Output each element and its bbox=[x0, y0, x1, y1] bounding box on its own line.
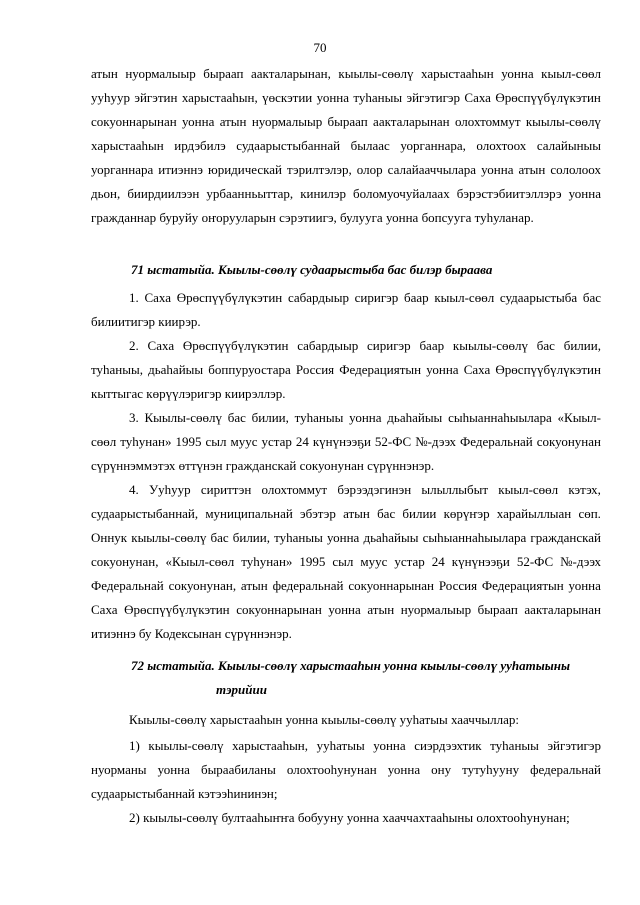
word: сокуонунан bbox=[299, 458, 364, 473]
word: олохтоммут bbox=[261, 482, 328, 497]
text-line bbox=[91, 526, 601, 550]
text-line bbox=[91, 598, 601, 622]
article-71-heading: 71 ыстатыйа. Кыылы-сөөлү судаарыстыба бас билэр быраава bbox=[131, 262, 493, 277]
word: муниципальнай bbox=[205, 506, 293, 521]
word: хааччыллар: bbox=[450, 712, 519, 727]
word: салайыныы bbox=[536, 138, 601, 153]
word: кыыл-сөөл bbox=[541, 66, 601, 81]
word: өттүнэн bbox=[178, 458, 223, 473]
word: биирдиилээн bbox=[127, 186, 200, 201]
word: күнүнээҕи bbox=[312, 434, 371, 449]
text-line bbox=[91, 110, 601, 134]
word: харайыллыан bbox=[496, 506, 572, 521]
word: судаарыстыба bbox=[499, 290, 578, 305]
text-line bbox=[91, 158, 601, 182]
word: сокуонунан bbox=[536, 434, 601, 449]
word: туһаныы bbox=[294, 410, 344, 425]
word: атын bbox=[343, 506, 370, 521]
word: урбаанньыттар, bbox=[206, 186, 294, 201]
word: сиригэр bbox=[367, 338, 411, 353]
word: кыылы-сөөлү bbox=[525, 114, 601, 129]
word: сыл bbox=[205, 434, 227, 449]
word: бэрээдэгинэн bbox=[337, 482, 412, 497]
word: итиэннэ bbox=[91, 626, 136, 641]
word: уонна bbox=[481, 162, 514, 177]
word: Ууһуур bbox=[148, 482, 191, 497]
word: бас bbox=[210, 530, 229, 545]
word: боппуруостара bbox=[208, 362, 291, 377]
word: баар bbox=[419, 338, 445, 353]
word: олор bbox=[356, 162, 383, 177]
text-line bbox=[91, 134, 601, 158]
word: 2. bbox=[129, 338, 139, 353]
word: уонна bbox=[157, 762, 190, 777]
word: тэрилтэлэр, bbox=[287, 162, 352, 177]
word: олохтооһунунан bbox=[286, 762, 377, 777]
word: Кыылы-сөөлү bbox=[129, 712, 207, 727]
word: юридическай bbox=[208, 162, 282, 177]
word: ууһатыы bbox=[316, 738, 365, 753]
page-number: 70 bbox=[313, 40, 327, 55]
word: Россия bbox=[295, 362, 335, 377]
word: быраап bbox=[477, 602, 518, 617]
word: хааччахтааһыны bbox=[382, 810, 474, 825]
word: 24 bbox=[431, 554, 445, 569]
word: туһуланар. bbox=[474, 210, 534, 225]
word: кыылы-сөөлү bbox=[131, 530, 207, 545]
word: кыыл-сөөл bbox=[498, 482, 559, 497]
word: сыл bbox=[332, 554, 354, 569]
word: бултааһыҥҥа bbox=[221, 810, 295, 825]
word: Федерациятын bbox=[481, 578, 564, 593]
article-71-paragraph-3 bbox=[91, 406, 601, 478]
word: сыһыаннаһыылара bbox=[448, 410, 552, 425]
word: быраап bbox=[203, 66, 244, 81]
text-line bbox=[91, 550, 601, 574]
word: гражданскай bbox=[530, 530, 601, 545]
word: Россия bbox=[438, 578, 478, 593]
word: уонна bbox=[328, 602, 361, 617]
word: уонна bbox=[326, 530, 360, 545]
article-71-paragraph-2 bbox=[91, 334, 601, 406]
article-72-heading: 72 ыстатыйа. Кыылы-сөөлү харыстааһын уонна кыылы-сөөлү ууһатыыны bbox=[131, 658, 570, 673]
word: Саха bbox=[463, 362, 491, 377]
word: харыстааһын, bbox=[232, 738, 309, 753]
word: уонна bbox=[568, 186, 601, 201]
word: кэтээһининэн; bbox=[198, 786, 278, 801]
word: атын bbox=[219, 114, 247, 129]
text-line bbox=[91, 574, 601, 598]
word: федеральнай bbox=[530, 762, 601, 777]
word: уонна bbox=[316, 90, 350, 105]
text-line bbox=[91, 734, 601, 758]
text-line bbox=[91, 206, 601, 230]
word: быраап bbox=[327, 114, 368, 129]
word: бэрэстэбиитэллэрэ bbox=[456, 186, 562, 201]
article-72-item-1 bbox=[91, 734, 601, 806]
text-line bbox=[91, 62, 601, 86]
word: сокуоннарынан bbox=[91, 114, 177, 129]
word: муус bbox=[360, 554, 388, 569]
word: кыттыгас bbox=[91, 386, 144, 401]
word: сиэрдээхтик bbox=[414, 738, 482, 753]
word: уонна bbox=[385, 210, 419, 225]
word: 52-ФС bbox=[374, 434, 412, 449]
text-line bbox=[91, 310, 601, 334]
word: ирдэбилэ bbox=[174, 138, 226, 153]
word: бобууну bbox=[297, 810, 344, 825]
article-72-lead bbox=[91, 708, 601, 732]
word: Өрөспүүбүлүкэтин bbox=[124, 602, 230, 617]
word: бас bbox=[536, 338, 555, 353]
word: сокуоннарынан bbox=[348, 578, 434, 593]
word: уонна bbox=[373, 738, 406, 753]
word: бас bbox=[227, 410, 246, 425]
word: уонна bbox=[182, 114, 215, 129]
word: билии, bbox=[251, 410, 289, 425]
word: сокуоннарынан bbox=[236, 602, 322, 617]
word: дьаһайыы bbox=[387, 410, 443, 425]
word: ону bbox=[431, 762, 452, 777]
word: ууһатыы bbox=[399, 712, 448, 727]
word: Саха bbox=[144, 290, 171, 305]
word: билии, bbox=[563, 338, 601, 353]
word: туһаныы, bbox=[91, 362, 143, 377]
word: олохтоох bbox=[476, 138, 527, 153]
word: сүрүннэнэр. bbox=[367, 458, 435, 473]
word: эйгэтигэр bbox=[406, 90, 461, 105]
word: кыылы-сөөлү bbox=[148, 738, 224, 753]
word: судаарыстыбаннай, bbox=[91, 506, 199, 521]
word: сүрүннэммэтэх bbox=[91, 458, 176, 473]
word: ылыллыбыт bbox=[421, 482, 489, 497]
word: Кыылы-сөөлү bbox=[144, 410, 222, 425]
word: аакталарынан bbox=[524, 602, 601, 617]
word: бас bbox=[582, 290, 601, 305]
word: уонна bbox=[568, 578, 601, 593]
word: Оннук bbox=[91, 530, 128, 545]
text-line bbox=[91, 358, 601, 382]
text-line bbox=[91, 86, 601, 110]
word: кыылы-сөөлү bbox=[321, 712, 397, 727]
article-71-paragraph-1 bbox=[91, 286, 601, 334]
text-line bbox=[91, 454, 601, 478]
word: сыһыаннаһыылара bbox=[422, 530, 527, 545]
word: гражданскай bbox=[225, 458, 297, 473]
word: уонна bbox=[285, 712, 319, 727]
word: харыстааһын bbox=[421, 66, 494, 81]
word: булууга bbox=[340, 210, 383, 225]
word: уорганнара, bbox=[400, 138, 466, 153]
article-71-paragraph-4 bbox=[91, 478, 601, 646]
word: бу bbox=[138, 626, 152, 641]
word: уонна bbox=[501, 66, 534, 81]
word: №-дээх bbox=[415, 434, 457, 449]
word: нуорманы bbox=[91, 762, 147, 777]
word: 2) bbox=[129, 810, 140, 825]
word: нуормалыыр bbox=[251, 114, 323, 129]
text-line bbox=[91, 334, 601, 358]
word: кыылы-сөөлү bbox=[452, 338, 528, 353]
word: атын bbox=[240, 578, 268, 593]
word: быраабиланы bbox=[200, 762, 276, 777]
word: көрүҥэр bbox=[443, 506, 490, 521]
word: Өрөспүүбүлүкэтин bbox=[495, 362, 601, 377]
word: киирэллэр. bbox=[224, 386, 286, 401]
text-line bbox=[91, 430, 601, 454]
word: Өрөспүүбүлүкэтин bbox=[182, 338, 289, 353]
word: атын bbox=[367, 602, 395, 617]
word: дьон, bbox=[91, 186, 121, 201]
word: Федеральнай bbox=[91, 578, 164, 593]
word: сэрэтиигэ, bbox=[279, 210, 337, 225]
word: Саха bbox=[147, 338, 175, 353]
word: сөп. bbox=[578, 506, 601, 521]
text-line bbox=[91, 286, 601, 310]
word: билии bbox=[402, 506, 437, 521]
word: судаарыстыбаннай bbox=[91, 786, 195, 801]
text-line bbox=[91, 182, 601, 206]
word: киирэр. bbox=[158, 314, 201, 329]
word: Саха bbox=[464, 90, 491, 105]
word: былаас bbox=[350, 138, 390, 153]
word: 1. bbox=[129, 290, 139, 305]
article-72-item-2 bbox=[91, 806, 601, 830]
word: уонна bbox=[349, 410, 382, 425]
word: гражданнар bbox=[91, 210, 157, 225]
word: салайааччылара bbox=[387, 162, 477, 177]
word: уорганнара bbox=[91, 162, 154, 177]
word: билиитигэр bbox=[91, 314, 156, 329]
word: 4. bbox=[129, 482, 139, 497]
word: 1995 bbox=[299, 554, 326, 569]
word: атын bbox=[518, 162, 546, 177]
word: нуормалыыр bbox=[125, 66, 196, 81]
word: туһаныы bbox=[490, 738, 539, 753]
word: дьаһайыы bbox=[148, 362, 204, 377]
word: харыстааһын bbox=[209, 712, 283, 727]
word: бопсууга bbox=[421, 210, 472, 225]
word: аакталарынан bbox=[373, 114, 450, 129]
article-72-heading-continued: тэрийии bbox=[216, 682, 267, 697]
word: тутуһууну bbox=[462, 762, 520, 777]
word: уонна bbox=[346, 810, 380, 825]
word: Саха bbox=[91, 602, 118, 617]
word: эбэтэр bbox=[300, 506, 336, 521]
word: «Кыыл- bbox=[557, 410, 601, 425]
word: билии, bbox=[232, 530, 270, 545]
word: кыыл-сөөл bbox=[434, 290, 495, 305]
word: Федеральнай bbox=[460, 434, 533, 449]
word: итиэннэ bbox=[158, 162, 203, 177]
word: 24 bbox=[295, 434, 309, 449]
word: уонна bbox=[426, 362, 459, 377]
word: олохтоммут bbox=[454, 114, 521, 129]
word: сололоох bbox=[550, 162, 601, 177]
word: 52-ФС bbox=[516, 554, 554, 569]
word: муус bbox=[230, 434, 258, 449]
text-line bbox=[91, 406, 601, 430]
word: кинилэр bbox=[300, 186, 346, 201]
text-line bbox=[91, 708, 601, 732]
word: атын bbox=[91, 66, 118, 81]
word: боломуочуйалаах bbox=[353, 186, 450, 201]
word: харыстааһын bbox=[91, 138, 164, 153]
word: үөскэтии bbox=[262, 90, 313, 105]
word: туһунан» bbox=[120, 434, 172, 449]
word: 1) bbox=[129, 738, 140, 753]
word: баар bbox=[403, 290, 429, 305]
word: кэтэх, bbox=[568, 482, 601, 497]
word: Өрөспүүбүлүкэтин bbox=[176, 290, 283, 305]
word: олохтооһунунан; bbox=[476, 810, 570, 825]
word: туһунан» bbox=[241, 554, 293, 569]
word: нуормалыыр bbox=[400, 602, 472, 617]
text-line bbox=[91, 622, 601, 646]
word: күнүнээҕи bbox=[451, 554, 510, 569]
word: сириттэн bbox=[200, 482, 252, 497]
text-line bbox=[91, 782, 601, 806]
word: Кодексынан bbox=[154, 626, 222, 641]
word: ууһуур bbox=[91, 90, 130, 105]
text-line bbox=[91, 806, 601, 830]
word: сокуонунан, bbox=[168, 578, 237, 593]
text-line bbox=[91, 502, 601, 526]
word: сабардыыр bbox=[297, 338, 359, 353]
word: туһаныы bbox=[353, 90, 403, 105]
word: буруйу bbox=[159, 210, 199, 225]
word: эйгэтин bbox=[134, 90, 178, 105]
word: «Кыыл-сөөл bbox=[165, 554, 235, 569]
word: кыылы-сөөлү bbox=[143, 810, 219, 825]
word: судаарыстыбаннай bbox=[236, 138, 341, 153]
word: устар bbox=[261, 434, 292, 449]
text-line bbox=[91, 382, 601, 406]
word: уонна bbox=[387, 762, 421, 777]
word: Федерациятын bbox=[339, 362, 422, 377]
word: 1995 bbox=[175, 434, 202, 449]
word: сабардыыр bbox=[287, 290, 349, 305]
word: федеральнай bbox=[272, 578, 344, 593]
word: кыылы-сөөлү bbox=[338, 66, 414, 81]
paragraph-intro bbox=[91, 62, 601, 230]
word: Өрөспүүбүлүкэтин bbox=[495, 90, 601, 105]
word: эйгэтигэр bbox=[547, 738, 601, 753]
word: сөөл bbox=[91, 434, 117, 449]
word: харыстааһын, bbox=[181, 90, 258, 105]
word: устар bbox=[394, 554, 425, 569]
word: №-дээх bbox=[560, 554, 601, 569]
word: көрүүлэригэр bbox=[146, 386, 222, 401]
word: дьаһайыы bbox=[363, 530, 419, 545]
word: 3. bbox=[129, 410, 139, 425]
text-line bbox=[91, 478, 601, 502]
word: туһаныы bbox=[274, 530, 323, 545]
word: оҥорууларын bbox=[201, 210, 276, 225]
text-line bbox=[91, 758, 601, 782]
word: сокуонунан, bbox=[91, 554, 159, 569]
word: аакталарынан, bbox=[251, 66, 331, 81]
word: бас bbox=[377, 506, 396, 521]
word: сиригэр bbox=[354, 290, 399, 305]
word: сүрүннэнэр. bbox=[224, 626, 292, 641]
